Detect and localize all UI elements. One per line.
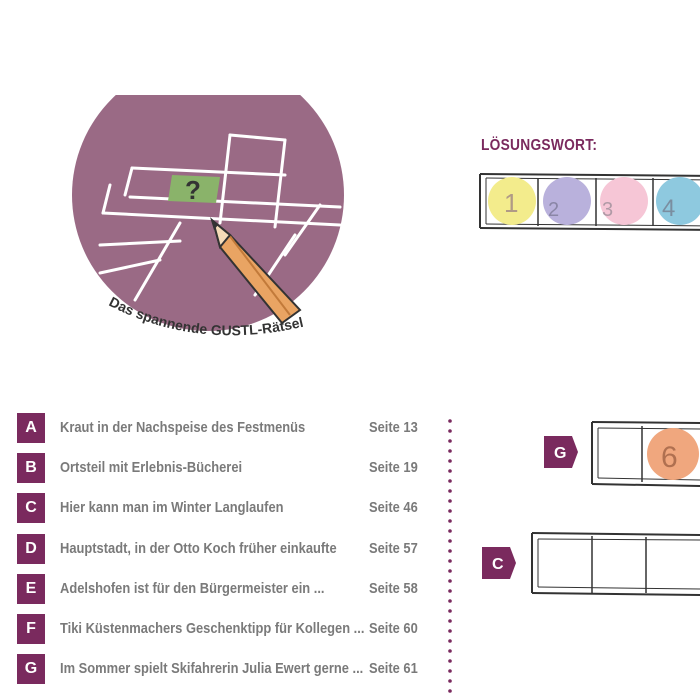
gustl-raetsel-logo [70,95,360,355]
clue-row-f [17,614,427,644]
logo-caption: Das spannende GUSTL-Rätsel [106,293,305,339]
solution-number-3: 3 [602,199,614,221]
solution-number-2: 2 [548,199,560,221]
solution-cell-2[interactable] [543,177,591,225]
clue-row-d [17,534,427,564]
clue-text-g: Im Sommer spielt Skifahrerin Julia Ewert gerne ... [60,660,364,677]
row-tag-c-letter: C [492,556,504,573]
puzzle-cell-g-marked[interactable] [647,428,699,480]
clue-letter-a: A [17,413,45,443]
solution-number-1: 1 [504,188,519,218]
clue-page-d: Seite 57 [369,540,418,557]
clue-row-g [17,654,427,684]
clue-page-g: Seite 61 [369,660,418,677]
clue-text-a: Kraut in der Nachspeise des Festmenüs [60,419,306,436]
clue-letter-f: F [17,614,45,644]
question-cell [168,175,220,205]
solution-cell-4[interactable] [656,177,700,225]
clue-page-b: Seite 19 [369,459,418,476]
clue-letter-g: G [17,654,45,684]
clue-letter-c: C [17,493,45,523]
row-tag-g [544,436,578,468]
solution-cell-3[interactable] [600,177,648,225]
puzzle-cell-g-number: 6 [661,441,678,474]
clue-row-b [17,453,427,483]
clue-text-d: Hauptstadt, in der Otto Koch früher einkaufte [60,540,337,557]
puzzle-row-c-cells[interactable] [532,533,700,595]
puzzle-grid [480,415,700,615]
clue-page-f: Seite 60 [369,620,418,637]
row-tag-g-letter: G [554,445,567,462]
clue-page-a: Seite 13 [369,419,418,436]
solution-grid [478,170,700,232]
clue-text-e: Adelshofen ist für den Bürgermeister ein ... [60,580,325,597]
question-mark: ? [185,175,201,205]
clue-letter-b: B [17,453,45,483]
clue-page-c: Seite 46 [369,499,418,516]
clue-text-f: Tiki Küstenmachers Geschenktipp für Kollegen ... [60,620,365,637]
solution-title: LÖSUNGSWORT: [481,137,598,154]
dotted-divider [446,418,454,699]
clue-text-c: Hier kann man im Winter Langlaufen [60,499,284,516]
row-tag-c [482,547,516,579]
clue-row-e [17,574,427,604]
clue-letter-d: D [17,534,45,564]
solution-number-4: 4 [662,195,676,222]
clue-page-e: Seite 58 [369,580,418,597]
clue-row-a [17,413,427,443]
solution-cell-1[interactable] [488,177,536,225]
clue-letter-e: E [17,574,45,604]
clue-text-b: Ortsteil mit Erlebnis-Bücherei [60,459,243,476]
clue-row-c [17,493,427,523]
